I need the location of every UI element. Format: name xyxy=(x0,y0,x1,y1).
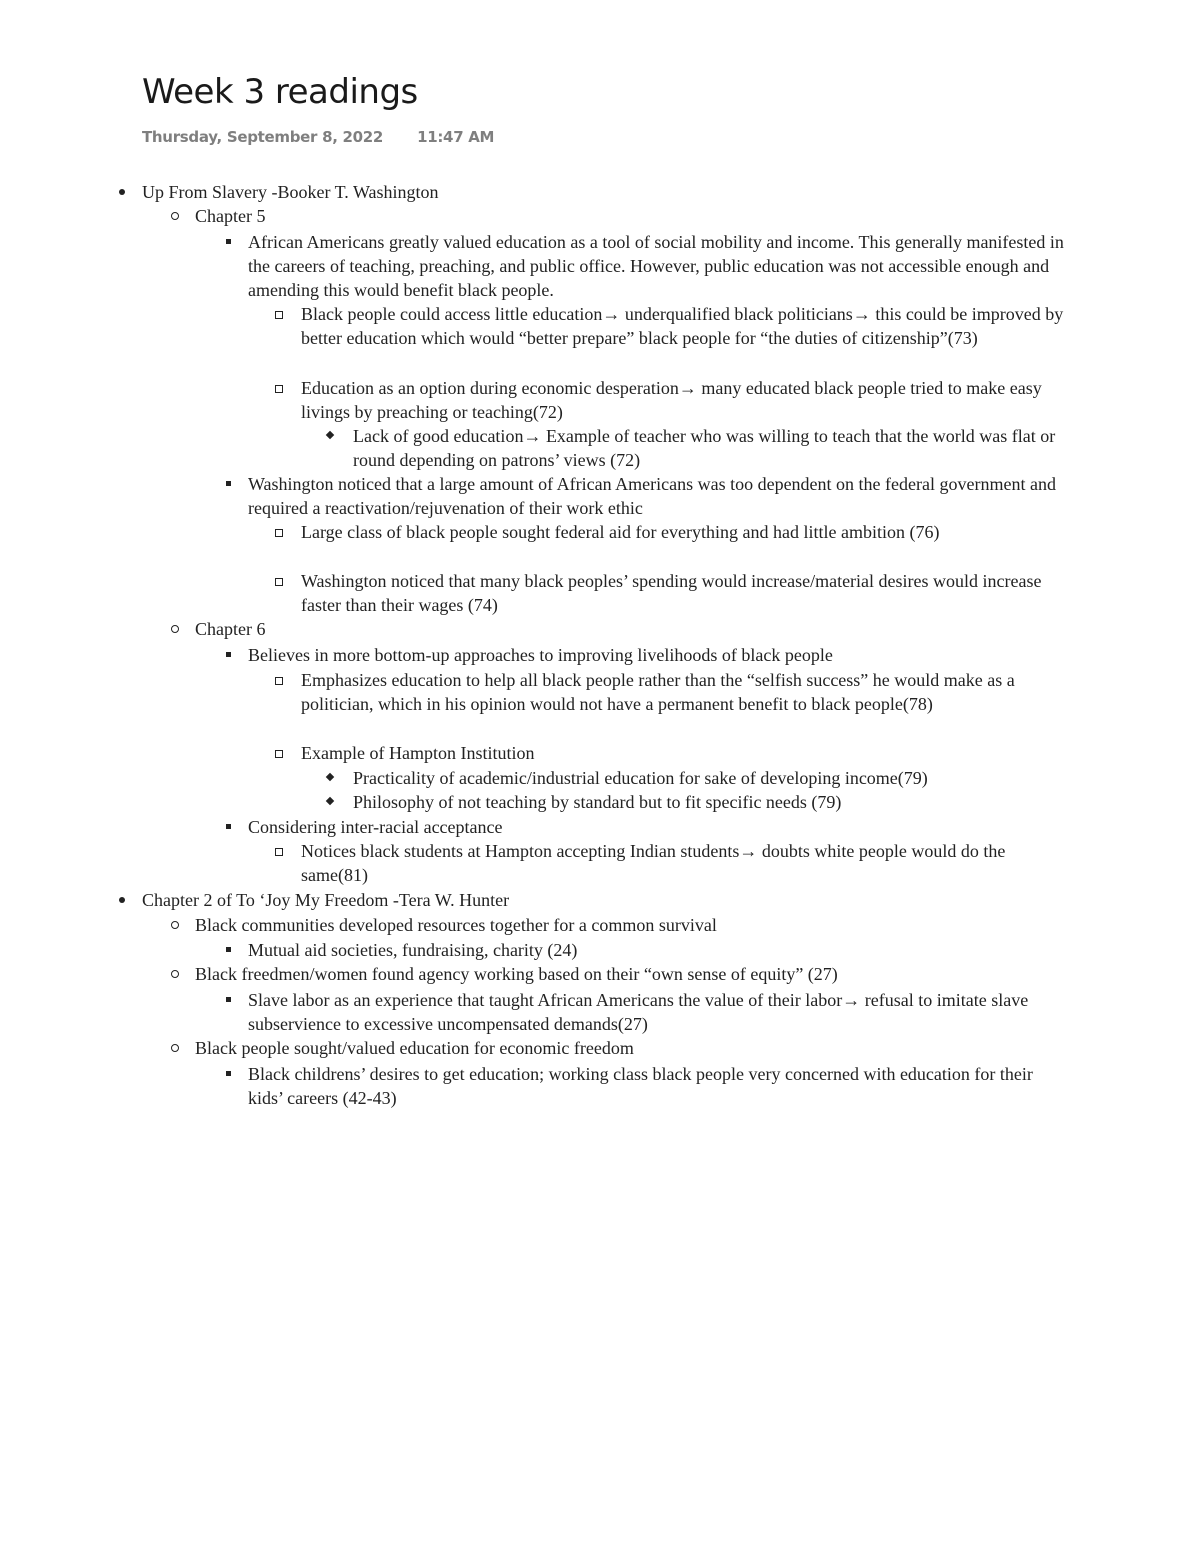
outline-item-text: Example of Hampton Institution xyxy=(301,743,535,763)
outline-item-text: Emphasizes education to help all black people rather than the “selfish success” he would make as a politician, which in his opinion would not have a permanent benefit to black people(78) xyxy=(301,670,1015,714)
outline-item-text: Black childrens’ desires to get education; working class black people very concerned with education for their kids’ careers (42-43) xyxy=(248,1064,1033,1108)
page-meta xyxy=(142,128,494,146)
outline-item xyxy=(353,766,1066,790)
outline-item xyxy=(195,617,1065,641)
bullet-diamond-icon xyxy=(325,790,339,814)
outline-item-text: Mutual aid societies, fundraising, charity (24) xyxy=(248,940,578,960)
outline-item-text: Black freedmen/women found agency working based on their “own sense of equity” (27) xyxy=(195,964,838,984)
outline-item xyxy=(301,668,1066,716)
outline-item-text: Up From Slavery -Booker T. Washington xyxy=(142,182,439,202)
outline-item xyxy=(248,472,1068,520)
outline-item xyxy=(301,741,1066,765)
outline-item xyxy=(142,888,1062,912)
outline-item xyxy=(301,376,1066,424)
outline-item-text: Lack of good education→ Example of teacher who was willing to teach that the world was flat or round depending on patrons’ views (72) xyxy=(353,426,1056,470)
outline-item-text: African Americans greatly valued education as a tool of social mobility and income. This generally manifested in the careers of teaching, preaching, and public office. However, public education was not accessible enough and amending this would benefit black people. xyxy=(248,232,1064,300)
outline-item-text: Chapter 2 of To ‘Joy My Freedom -Tera W. Hunter xyxy=(142,890,510,910)
outline-item xyxy=(248,988,1068,1036)
bullet-hollow-square-icon xyxy=(273,741,287,765)
bullet-diamond-icon xyxy=(325,766,339,790)
page-time: 11:47 AM xyxy=(417,128,495,146)
outline-item-text: Washington noticed that many black peoples’ spending would increase/material desires would increase faster than their wages (74) xyxy=(301,571,1042,615)
outline-item-text: Considering inter-racial acceptance xyxy=(248,817,503,837)
outline-item xyxy=(301,302,1066,350)
outline-item-text: Slave labor as an experience that taught African Americans the value of their labor→ refusal to imitate slave subservience to excessive uncompensated demands(27) xyxy=(248,990,1029,1034)
bullet-hollow-square-icon xyxy=(273,839,287,863)
bullet-circle-icon xyxy=(169,204,183,228)
outline-item xyxy=(142,180,1062,204)
outline-item xyxy=(195,962,1065,986)
outline-item xyxy=(301,569,1066,617)
outline-item xyxy=(195,913,1065,937)
outline-item-text: Practicality of academic/industrial education for sake of developing income(79) xyxy=(353,768,928,788)
outline-item-text: Washington noticed that a large amount of African Americans was too dependent on the federal government and required a reactivation/rejuvenation of their work ethic xyxy=(248,474,1056,518)
outline-item xyxy=(195,1036,1065,1060)
outline-item xyxy=(301,520,1066,544)
outline-item-text: Education as an option during economic desperation→ many educated black people tried to make easy livings by preaching or teaching(72) xyxy=(301,378,1042,422)
outline-item-text: Notices black students at Hampton accepting Indian students→ doubts white people would do the same(81) xyxy=(301,841,1006,885)
bullet-square-icon xyxy=(223,815,237,839)
outline-item-text: Chapter 5 xyxy=(195,206,266,226)
bullet-square-icon xyxy=(223,938,237,962)
outline-item-text: Chapter 6 xyxy=(195,619,266,639)
page-date: Thursday, September 8, 2022 xyxy=(142,128,384,146)
bullet-circle-icon xyxy=(169,913,183,937)
outline-item xyxy=(248,815,1068,839)
outline-item-text: Philosophy of not teaching by standard but to fit specific needs (79) xyxy=(353,792,842,812)
bullet-square-icon xyxy=(223,988,237,1012)
bullet-hollow-square-icon xyxy=(273,376,287,400)
bullet-circle-icon xyxy=(169,617,183,641)
outline-item-text: Believes in more bottom-up approaches to improving livelihoods of black people xyxy=(248,645,833,665)
bullet-circle-icon xyxy=(169,962,183,986)
bullet-hollow-square-icon xyxy=(273,668,287,692)
outline-item-text: Black people sought/valued education for economic freedom xyxy=(195,1038,634,1058)
bullet-hollow-square-icon xyxy=(273,302,287,326)
outline-item-text: Black people could access little education→ underqualified black politicians→ this could be improved by better education which would “better prepare” black people for “the duties of citizenship”(73) xyxy=(301,304,1064,348)
bullet-disc-icon xyxy=(116,888,130,912)
outline-item xyxy=(353,790,1066,814)
outline-item xyxy=(195,204,1065,228)
bullet-disc-icon xyxy=(116,180,130,204)
outline-item-text: Black communities developed resources together for a common survival xyxy=(195,915,717,935)
bullet-square-icon xyxy=(223,230,237,254)
outline-item xyxy=(353,424,1066,472)
bullet-hollow-square-icon xyxy=(273,520,287,544)
bullet-diamond-icon xyxy=(325,424,339,448)
bullet-square-icon xyxy=(223,643,237,667)
bullet-circle-icon xyxy=(169,1036,183,1060)
outline-item xyxy=(248,938,1068,962)
page-title: Week 3 readings xyxy=(142,72,418,112)
bullet-hollow-square-icon xyxy=(273,569,287,593)
bullet-square-icon xyxy=(223,1062,237,1086)
bullet-square-icon xyxy=(223,472,237,496)
outline-item xyxy=(248,643,1068,667)
outline-item xyxy=(248,230,1068,302)
outline-item-text: Large class of black people sought federal aid for everything and had little ambition (76) xyxy=(301,522,940,542)
outline-item xyxy=(248,1062,1068,1110)
outline-item xyxy=(301,839,1066,887)
